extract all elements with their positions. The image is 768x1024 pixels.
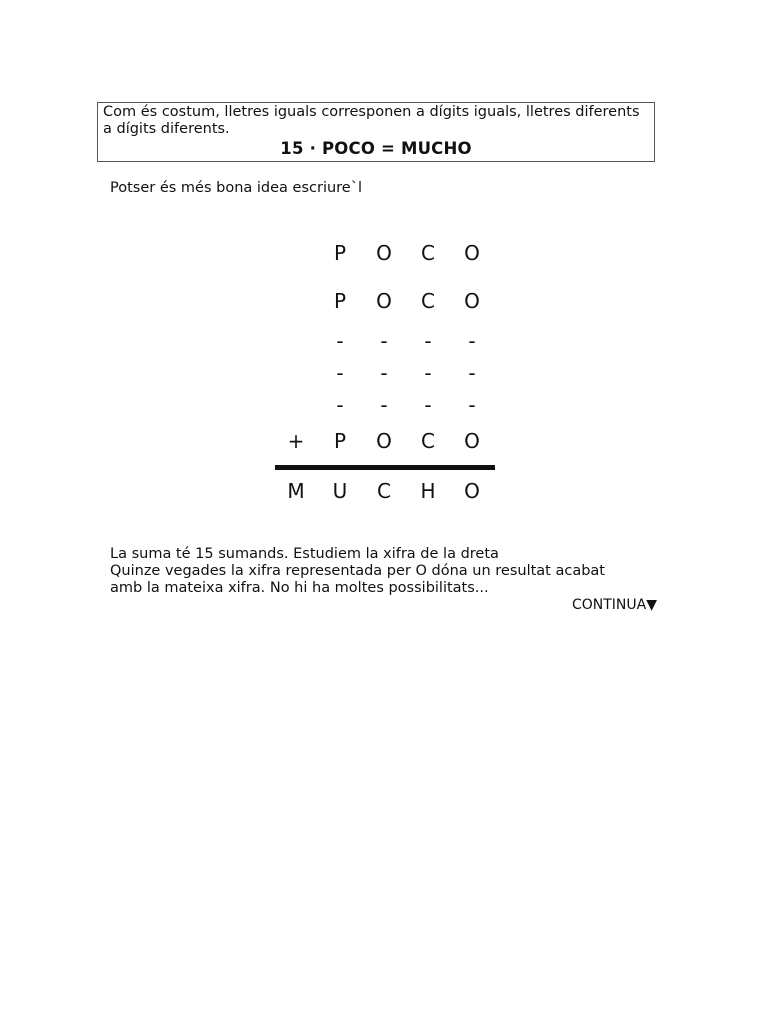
- continue-link[interactable]: CONTINUA▼: [571, 597, 657, 613]
- addition-cell: H: [420, 479, 436, 503]
- addition-cell: U: [332, 479, 348, 503]
- addition-cell: -: [380, 361, 388, 385]
- addition-cell: O: [464, 289, 480, 313]
- problem-formula: 15 · POCO = MUCHO: [280, 139, 472, 158]
- addition-cell: O: [464, 479, 480, 503]
- explanation-line: amb la mateixa xifra. No hi ha moltes possibilitats...: [110, 580, 489, 596]
- explanation-line: Quinze vegades la xifra representada per O dóna un resultat acabat: [110, 563, 605, 579]
- hint-text: Potser és més bona idea escriure`l: [110, 180, 363, 196]
- addition-cell: -: [468, 329, 476, 353]
- addition-cell: -: [380, 329, 388, 353]
- addition-cell: -: [468, 361, 476, 385]
- addition-cell: -: [424, 329, 432, 353]
- addition-cell: O: [464, 241, 480, 265]
- addition-cell: -: [424, 361, 432, 385]
- addition-cell: -: [336, 361, 344, 385]
- addition-cell: C: [421, 429, 435, 453]
- addition-cell: -: [336, 393, 344, 417]
- addition-cell: +: [287, 429, 305, 453]
- addition-cell: O: [376, 429, 392, 453]
- problem-text: Com és costum, lletres iguals corresponen a dígits iguals, lletres diferents a dígits diferents.: [103, 104, 640, 137]
- addition-cell: P: [333, 289, 347, 313]
- addition-cell: P: [333, 429, 347, 453]
- addition-cell: -: [468, 393, 476, 417]
- addition-cell: O: [464, 429, 480, 453]
- explanation-line: La suma té 15 sumands. Estudiem la xifra de la dreta: [110, 546, 499, 562]
- addition-cell: O: [376, 241, 392, 265]
- addition-cell: C: [377, 479, 391, 503]
- addition-cell: -: [336, 329, 344, 353]
- addition-cell: C: [421, 241, 435, 265]
- addition-cell: P: [333, 241, 347, 265]
- addition-cell: C: [421, 289, 435, 313]
- explanation-paragraph: [110, 546, 605, 597]
- addition-cell: -: [380, 393, 388, 417]
- problem-statement-box: [97, 102, 655, 162]
- addition-cell: O: [376, 289, 392, 313]
- sum-rule-line: [275, 465, 495, 470]
- addition-cell: M: [287, 479, 305, 503]
- addition-cell: -: [424, 393, 432, 417]
